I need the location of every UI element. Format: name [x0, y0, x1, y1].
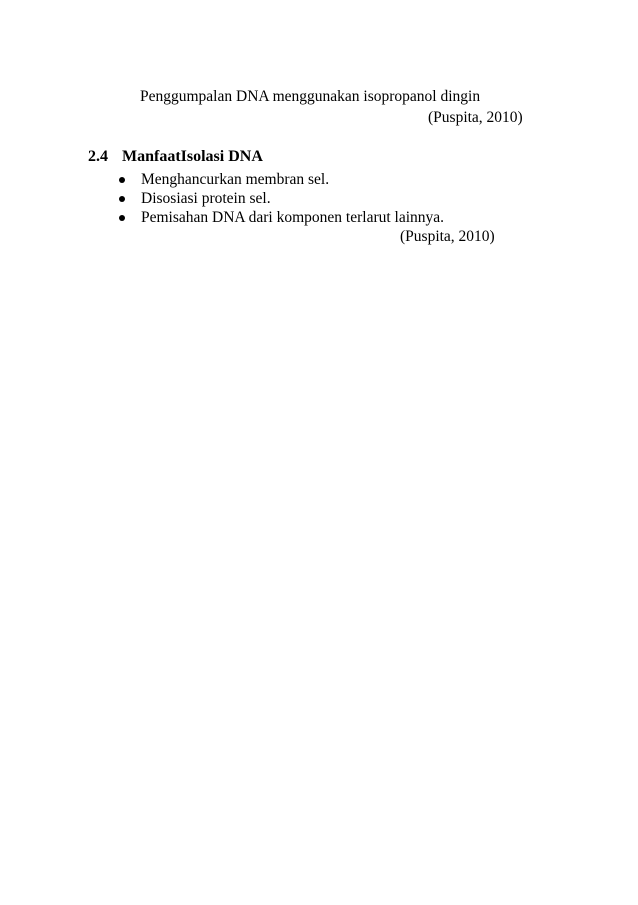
list-item-text: Disosiasi protein sel.	[141, 190, 271, 207]
section-citation: (Puspita, 2010)	[400, 228, 495, 245]
list-item-text: Pemisahan DNA dari komponen terlarut lainnya.	[141, 209, 445, 226]
section-title: ManfaatIsolasi DNA	[122, 148, 263, 165]
list-item	[120, 171, 330, 188]
bullet-icon	[119, 215, 125, 221]
bullet-icon	[119, 196, 125, 202]
section-heading	[88, 149, 263, 165]
figure-citation: (Puspita, 2010)	[428, 109, 523, 126]
section-number: 2.4	[88, 148, 108, 165]
figure-caption: Penggumpalan DNA menggunakan isopropanol dingin	[140, 88, 481, 105]
list-item	[120, 190, 271, 207]
list-item	[120, 209, 445, 226]
list-item-text: Menghancurkan membran sel.	[141, 171, 330, 188]
bullet-icon	[119, 177, 125, 183]
